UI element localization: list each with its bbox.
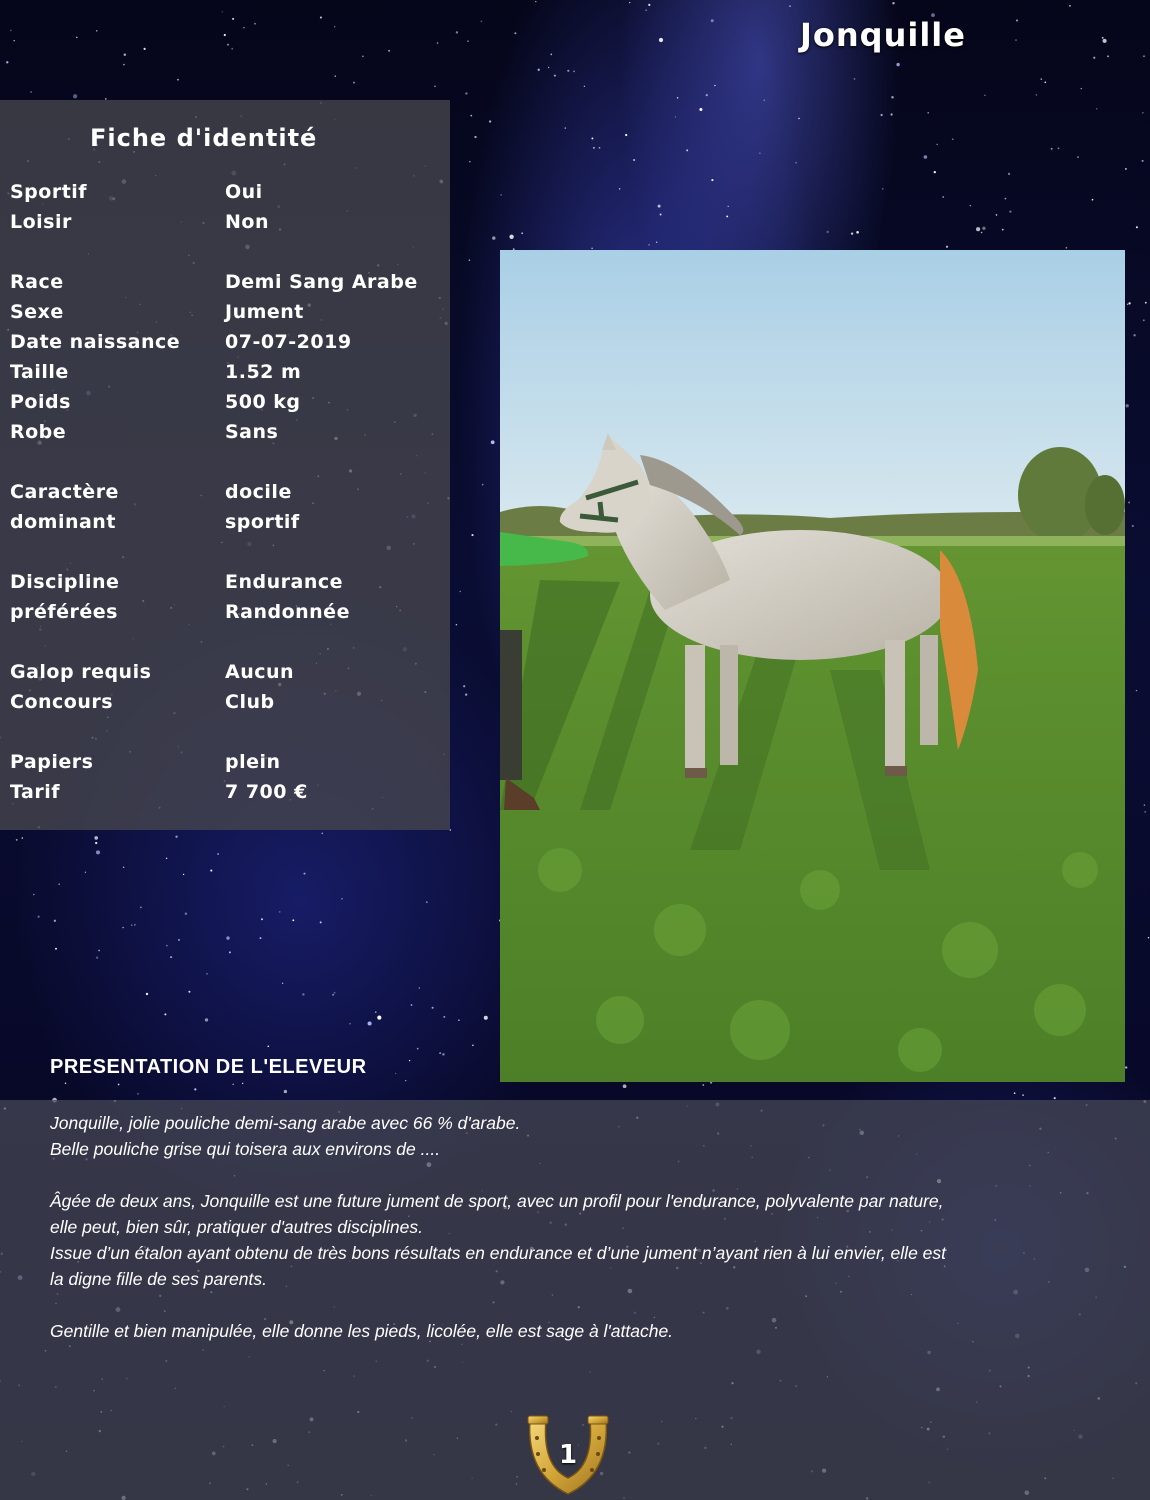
- star: [232, 18, 234, 20]
- star: [942, 196, 944, 198]
- star: [952, 138, 954, 140]
- star: [222, 11, 223, 12]
- star: [854, 78, 856, 80]
- presentation-line: Âgée de deux ans, Jonquille est une future jument de sport, avec un profil pour l'endurance, polyvalente par nature,: [50, 1191, 944, 1211]
- star: [368, 1021, 372, 1025]
- identity-value: plein: [225, 751, 281, 773]
- star: [1022, 1094, 1024, 1096]
- identity-value: Sans: [225, 421, 279, 443]
- star: [891, 96, 894, 99]
- star: [375, 1011, 376, 1012]
- star: [137, 1093, 139, 1095]
- star: [648, 4, 650, 6]
- star: [625, 134, 627, 136]
- star: [469, 161, 470, 162]
- star: [795, 162, 797, 164]
- star: [1142, 112, 1144, 114]
- star: [1136, 226, 1138, 228]
- star: [1036, 94, 1038, 96]
- star: [882, 188, 883, 189]
- presentation-line: elle peut, bien sûr, pratiquer d'autres disciplines.: [50, 1217, 424, 1237]
- star: [243, 27, 244, 28]
- star: [30, 91, 32, 93]
- star: [123, 64, 125, 66]
- identity-card-title: Fiche d'identité: [90, 124, 318, 152]
- star: [417, 1048, 419, 1050]
- star: [1044, 81, 1046, 83]
- star: [334, 26, 335, 27]
- star: [1051, 148, 1053, 150]
- star: [970, 205, 972, 207]
- identity-label: Galop requis: [10, 661, 152, 683]
- star: [170, 956, 172, 958]
- star: [798, 118, 799, 119]
- star: [282, 983, 283, 984]
- star: [469, 259, 471, 261]
- identity-value: Aucun: [225, 661, 295, 683]
- star: [659, 38, 663, 42]
- horse-photo: [500, 250, 1125, 1082]
- star: [521, 232, 523, 234]
- identity-value: Jument: [225, 301, 304, 323]
- star: [1016, 19, 1018, 21]
- star: [164, 1013, 166, 1015]
- star: [509, 235, 513, 239]
- identity-label: Sexe: [10, 301, 64, 323]
- presentation-line: Gentille et bien manipulée, elle donne les pieds, licolée, elle est sage à l'attache.: [50, 1321, 674, 1341]
- star: [242, 1083, 243, 1084]
- identity-label: préférées: [10, 601, 118, 623]
- identity-value: sportif: [225, 511, 300, 533]
- star: [144, 48, 146, 50]
- star: [1096, 108, 1097, 109]
- star: [633, 159, 635, 161]
- star: [1066, 247, 1068, 249]
- star: [982, 227, 985, 230]
- star: [178, 939, 180, 941]
- star: [702, 1084, 704, 1086]
- star: [535, 1, 536, 2]
- presentation-line: Belle pouliche grise qui toisera aux environs de ....: [50, 1139, 441, 1159]
- star: [146, 993, 148, 995]
- star: [458, 1019, 460, 1021]
- identity-label: Papiers: [10, 751, 94, 773]
- identity-row-concours: [10, 687, 440, 717]
- star: [1008, 173, 1010, 175]
- identity-row-loisir: [10, 207, 440, 237]
- identity-value: Demi Sang Arabe: [225, 271, 418, 293]
- star: [934, 171, 936, 173]
- star: [1145, 302, 1147, 304]
- star: [302, 993, 304, 995]
- star: [591, 248, 593, 250]
- star: [205, 1018, 208, 1021]
- star: [1040, 78, 1042, 80]
- star: [16, 839, 18, 841]
- star: [1136, 690, 1137, 691]
- identity-value: Randonnée: [225, 601, 350, 623]
- star: [456, 31, 458, 33]
- identity-rows: [10, 177, 440, 807]
- star: [411, 1004, 413, 1006]
- star: [976, 227, 980, 231]
- star: [177, 79, 179, 81]
- star: [76, 37, 78, 39]
- star: [194, 1088, 196, 1090]
- star: [500, 194, 501, 195]
- identity-row-poids: [10, 387, 440, 417]
- star: [675, 116, 676, 117]
- star: [658, 205, 661, 208]
- star: [474, 136, 476, 138]
- identity-label: Date naissance: [10, 331, 181, 353]
- star: [1005, 198, 1007, 200]
- star: [334, 992, 336, 994]
- star: [232, 1084, 233, 1085]
- identity-value: docile: [225, 481, 292, 503]
- star: [660, 214, 662, 216]
- star: [353, 82, 355, 84]
- star: [226, 936, 229, 939]
- star: [629, 2, 630, 3]
- star: [789, 5, 791, 7]
- horse-name-title: Jonquille: [800, 16, 966, 54]
- star: [467, 40, 469, 42]
- presentation-line: Jonquille, jolie pouliche demi-sang arabe avec 66 % d'arabe.: [50, 1113, 521, 1133]
- star: [224, 34, 226, 36]
- star: [332, 994, 334, 996]
- star: [362, 55, 364, 57]
- star: [118, 1084, 120, 1086]
- star: [341, 898, 343, 900]
- star: [1103, 39, 1107, 43]
- star: [349, 1023, 350, 1024]
- star: [185, 913, 187, 915]
- identity-value: 7 700 €: [225, 781, 308, 803]
- star: [1143, 55, 1145, 57]
- star: [38, 916, 40, 918]
- star: [711, 19, 714, 22]
- star: [472, 1044, 474, 1046]
- star: [686, 149, 688, 151]
- star: [388, 50, 390, 52]
- star: [924, 155, 928, 159]
- star: [619, 188, 620, 189]
- star: [459, 591, 460, 592]
- identity-label: Robe: [10, 421, 67, 443]
- identity-value: 07-07-2019: [225, 331, 352, 353]
- star: [94, 836, 98, 840]
- star: [892, 2, 894, 4]
- star: [1002, 229, 1004, 231]
- star: [279, 911, 281, 913]
- star: [405, 1080, 406, 1081]
- star: [85, 872, 86, 873]
- star: [437, 42, 439, 44]
- star: [851, 232, 853, 234]
- star: [217, 853, 219, 855]
- star: [936, 144, 937, 145]
- identity-row-discipline: [10, 567, 440, 597]
- identity-row-preferees: [10, 597, 440, 627]
- star: [96, 30, 98, 32]
- identity-label: Caractère: [10, 481, 119, 503]
- star: [492, 236, 495, 239]
- identity-label: Discipline: [10, 571, 120, 593]
- identity-value: Endurance: [225, 571, 343, 593]
- star: [183, 874, 184, 875]
- star: [726, 215, 728, 217]
- star: [1054, 1097, 1056, 1099]
- identity-value: Non: [225, 211, 269, 233]
- star: [946, 246, 948, 248]
- star: [260, 937, 262, 939]
- star: [96, 850, 100, 854]
- identity-label: Poids: [10, 391, 71, 413]
- star: [1093, 57, 1095, 59]
- star: [122, 927, 124, 929]
- star: [827, 231, 829, 233]
- identity-label: dominant: [10, 511, 116, 533]
- star: [13, 40, 15, 42]
- star: [1142, 160, 1144, 162]
- presentation-text: [50, 1110, 1070, 1344]
- star: [409, 1060, 410, 1061]
- star: [648, 244, 650, 246]
- star: [10, 30, 12, 32]
- identity-row-dominant: [10, 507, 440, 537]
- star: [984, 95, 986, 97]
- star: [759, 152, 760, 153]
- star: [706, 94, 708, 96]
- star: [434, 86, 436, 88]
- presentation-title: PRESENTATION DE L'ELEVEUR: [50, 1056, 367, 1078]
- star: [377, 1016, 381, 1020]
- star: [714, 85, 715, 86]
- star: [548, 67, 549, 68]
- star: [481, 21, 483, 23]
- identity-label: Concours: [10, 691, 114, 713]
- identity-value: Oui: [225, 181, 263, 203]
- star: [927, 112, 929, 114]
- star: [210, 870, 212, 872]
- star: [1069, 5, 1071, 7]
- identity-value: 500 kg: [225, 391, 301, 413]
- star: [471, 534, 473, 536]
- star: [73, 94, 77, 98]
- star: [573, 71, 575, 73]
- star: [880, 114, 882, 116]
- star: [1144, 811, 1146, 813]
- star: [981, 232, 983, 234]
- star: [96, 957, 98, 959]
- identity-value: 1.52 m: [225, 361, 302, 383]
- identity-label: Sportif: [10, 181, 88, 203]
- star: [554, 75, 556, 77]
- identity-row-taille: [10, 357, 440, 387]
- star: [419, 987, 420, 988]
- star: [484, 1016, 488, 1020]
- star: [1015, 39, 1017, 41]
- star: [33, 894, 35, 896]
- star: [567, 70, 569, 72]
- star: [1128, 502, 1130, 504]
- star: [470, 115, 472, 117]
- star: [261, 918, 263, 920]
- star: [465, 693, 467, 695]
- star: [456, 624, 457, 625]
- identity-row-tarif: [10, 777, 440, 807]
- star: [491, 440, 495, 444]
- star: [1125, 168, 1127, 170]
- star: [1058, 148, 1060, 150]
- star: [1132, 525, 1134, 527]
- star: [1126, 404, 1129, 407]
- star: [465, 92, 467, 94]
- star: [645, 10, 646, 11]
- star: [591, 137, 593, 139]
- star: [166, 945, 168, 947]
- identity-row-sportif: [10, 177, 440, 207]
- identity-row-caractere: [10, 477, 440, 507]
- star: [1127, 304, 1128, 305]
- identity-row-robe: [10, 417, 440, 447]
- star: [443, 1016, 445, 1018]
- star: [231, 48, 233, 50]
- star: [514, 32, 516, 34]
- star: [95, 842, 97, 844]
- star: [856, 231, 859, 234]
- star: [175, 836, 177, 838]
- identity-label: Tarif: [10, 781, 60, 803]
- identity-row-galop-requis: [10, 657, 440, 687]
- star: [140, 907, 142, 909]
- identity-row-sexe: [10, 297, 440, 327]
- page-number: 1: [558, 1440, 578, 1470]
- star: [65, 1083, 67, 1085]
- star: [131, 924, 132, 925]
- star: [321, 832, 323, 834]
- star: [1102, 37, 1104, 39]
- star: [320, 16, 322, 18]
- presentation-line: la digne fille de ses parents.: [50, 1269, 267, 1289]
- star: [439, 1052, 440, 1053]
- identity-row-date-naissance: [10, 327, 440, 357]
- star: [1144, 804, 1145, 805]
- star: [284, 1090, 287, 1093]
- star: [677, 97, 678, 98]
- star: [1014, 1092, 1016, 1094]
- star: [335, 75, 337, 77]
- identity-label: Loisir: [10, 211, 72, 233]
- identity-value: Club: [225, 691, 275, 713]
- star: [656, 242, 657, 243]
- star: [711, 179, 713, 181]
- star: [538, 69, 540, 71]
- identity-label: Race: [10, 271, 64, 293]
- star: [550, 54, 552, 56]
- star: [426, 901, 428, 903]
- star: [320, 921, 322, 923]
- star: [395, 1073, 396, 1074]
- star: [58, 883, 60, 885]
- identity-row-race: [10, 267, 440, 297]
- identity-card: [0, 100, 450, 830]
- star: [1128, 302, 1130, 304]
- star: [55, 948, 57, 950]
- star: [188, 991, 190, 993]
- star: [1092, 199, 1094, 201]
- star: [254, 23, 256, 25]
- star: [292, 919, 294, 921]
- star: [1125, 1066, 1127, 1068]
- star: [166, 858, 167, 859]
- star: [432, 1007, 434, 1009]
- star: [891, 113, 893, 115]
- star: [1081, 88, 1082, 89]
- star: [206, 973, 208, 975]
- star: [98, 950, 100, 952]
- star: [463, 685, 465, 687]
- star: [1009, 210, 1011, 212]
- star: [124, 54, 126, 56]
- star: [593, 147, 595, 149]
- identity-label: Taille: [10, 361, 69, 383]
- star: [727, 206, 729, 208]
- star: [482, 484, 484, 486]
- star: [6, 61, 8, 63]
- star: [565, 127, 566, 128]
- star: [229, 951, 231, 953]
- star: [1077, 156, 1078, 157]
- star: [699, 108, 702, 111]
- star: [22, 837, 24, 839]
- star: [1143, 319, 1145, 321]
- star: [599, 147, 601, 149]
- star: [123, 867, 124, 868]
- star: [442, 1053, 445, 1056]
- star: [267, 1045, 269, 1047]
- star: [134, 924, 135, 925]
- star: [1107, 55, 1109, 57]
- identity-row-papiers: [10, 747, 440, 777]
- star: [896, 63, 899, 66]
- star: [1133, 334, 1135, 336]
- star: [584, 86, 585, 87]
- star: [303, 873, 305, 875]
- star: [489, 120, 491, 122]
- star: [764, 100, 765, 101]
- star: [54, 920, 56, 922]
- star: [623, 1084, 627, 1088]
- presentation-line: Issue d’un étalon ayant obtenu de très bons résultats en endurance et d’une jument n’ayant rien à lui envier, elle est: [50, 1243, 947, 1263]
- star: [996, 214, 998, 216]
- star: [227, 44, 229, 46]
- star: [1148, 937, 1149, 938]
